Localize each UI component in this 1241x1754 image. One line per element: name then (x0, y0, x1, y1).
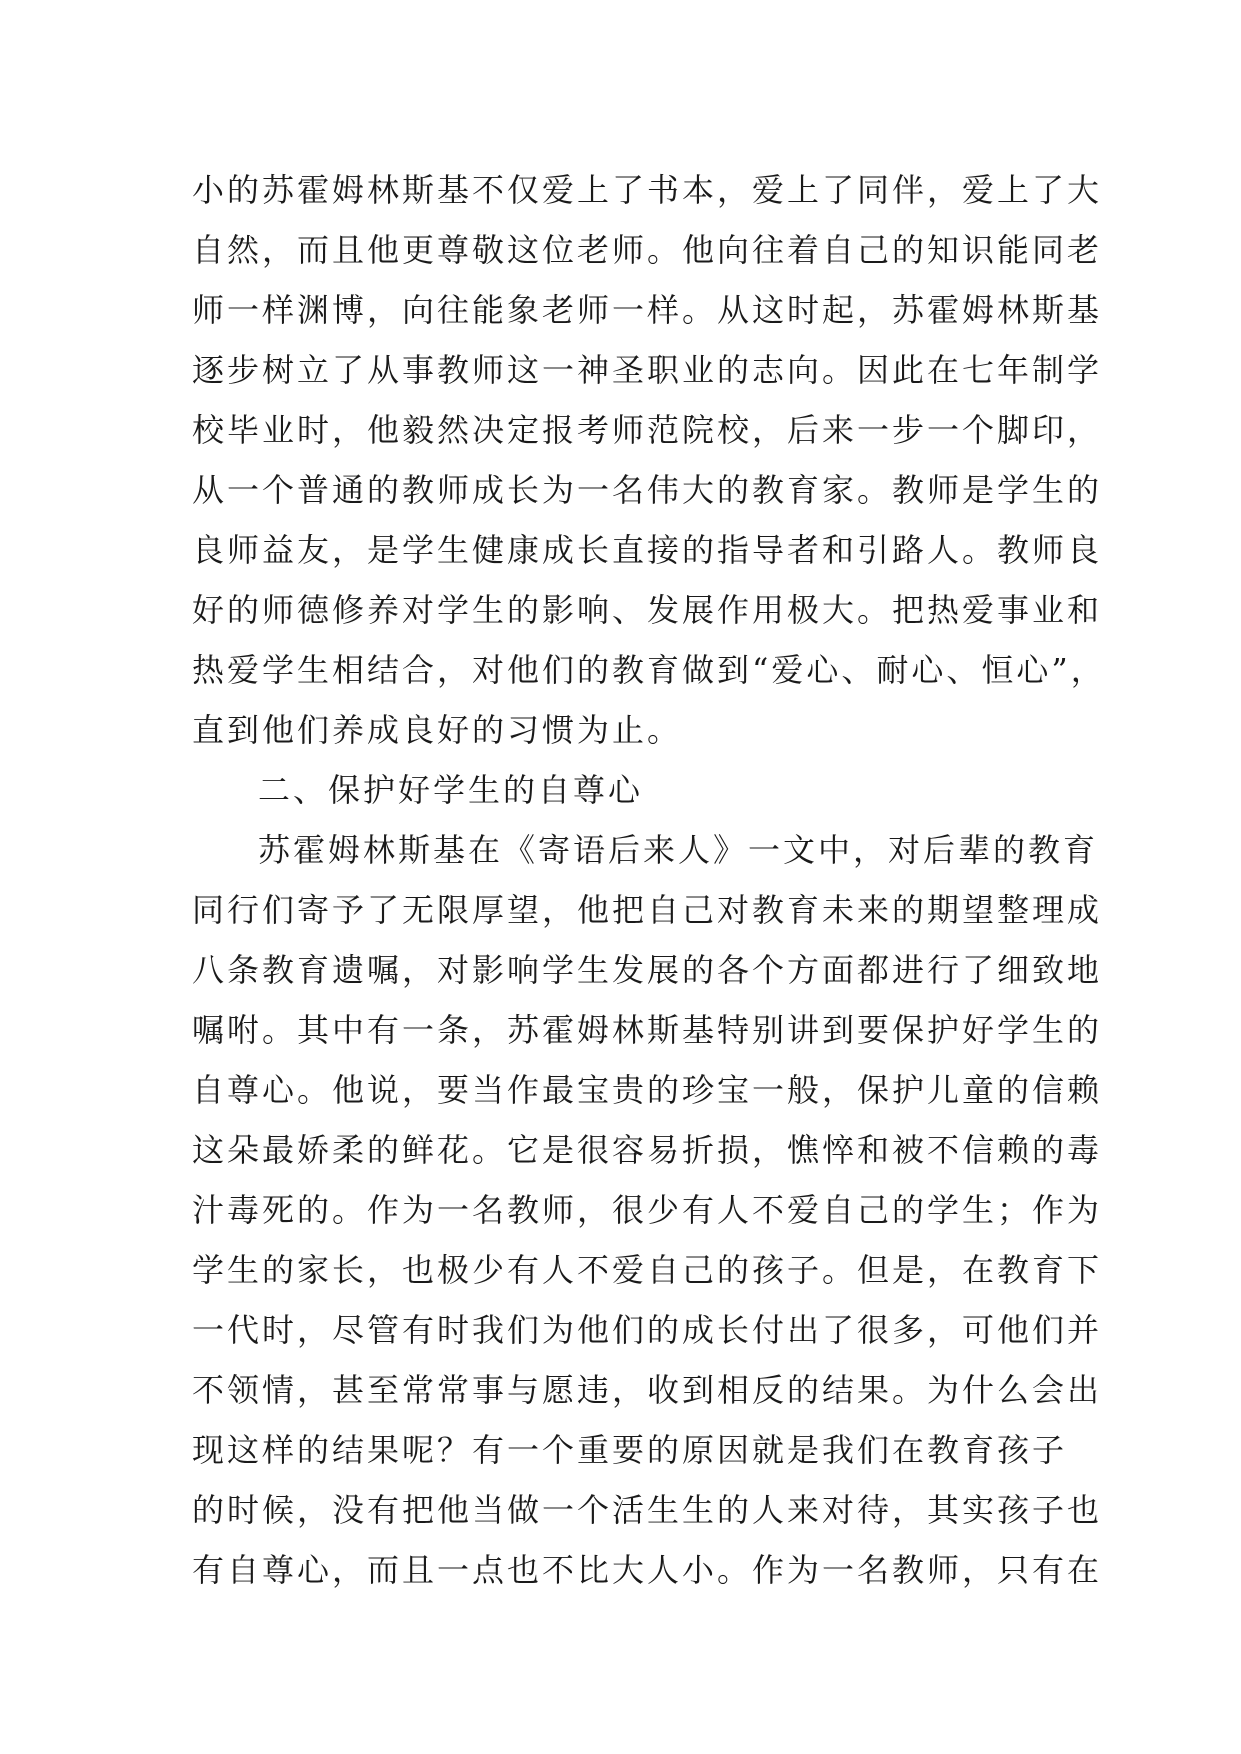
text-line: 自尊心。他说，要当作最宝贵的珍宝一般，保护儿童的信赖 (192, 1071, 1103, 1109)
text-line: 现这样的结果呢？有一个重要的原因就是我们在教育孩子 (192, 1431, 1068, 1469)
text-line: 好的师德修养对学生的影响、发展作用极大。把热爱事业和 (192, 591, 1103, 629)
body-text (192, 160, 1106, 1600)
text-line: 不领情，甚至常常事与愿违，收到相反的结果。为什么会出 (192, 1371, 1103, 1409)
text-line: 八条教育遗嘱，对影响学生发展的各个方面都进行了细致地 (192, 951, 1103, 989)
text-line: 师一样渊博，向往能象老师一样。从这时起，苏霍姆林斯基 (192, 291, 1103, 329)
text-line: 一代时，尽管有时我们为他们的成长付出了很多，可他们并 (192, 1311, 1103, 1349)
text-line: 嘱咐。其中有一条，苏霍姆林斯基特别讲到要保护好学生的 (192, 1011, 1103, 1049)
text-line: 良师益友，是学生健康成长直接的指导者和引路人。教师良 (192, 531, 1103, 569)
text-line: 学生的家长，也极少有人不爱自己的孩子。但是，在教育下 (192, 1251, 1103, 1289)
text-line: 自然，而且他更尊敬这位老师。他向往着自己的知识能同老 (192, 231, 1103, 269)
text-line: 校毕业时，他毅然决定报考师范院校，后来一步一个脚印， (192, 411, 1103, 449)
text-line: 这朵最娇柔的鲜花。它是很容易折损，憔悴和被不信赖的毒 (192, 1131, 1103, 1169)
text-line: 汁毒死的。作为一名教师，很少有人不爱自己的学生；作为 (192, 1191, 1103, 1229)
text-line: 逐步树立了从事教师这一神圣职业的志向。因此在七年制学 (192, 351, 1103, 389)
text-line: 从一个普通的教师成长为一名伟大的教育家。教师是学生的 (192, 471, 1103, 509)
section-heading: 二、保护好学生的自尊心 (258, 771, 644, 809)
text-line: 热爱学生相结合，对他们的教育做到“爱心、耐心、恒心”， (192, 651, 1106, 689)
text-line: 小的苏霍姆林斯基不仅爱上了书本，爱上了同伴，爱上了大 (192, 171, 1103, 209)
text-line: 有自尊心，而且一点也不比大人小。作为一名教师，只有在 (192, 1551, 1103, 1589)
text-line: 同行们寄予了无限厚望，他把自己对教育未来的期望整理成 (192, 891, 1103, 929)
text-line: 的时候，没有把他当做一个活生生的人来对待，其实孩子也 (192, 1491, 1103, 1529)
text-line: 直到他们养成良好的习惯为止。 (192, 711, 683, 749)
paragraph-first-line: 苏霍姆林斯基在《寄语后来人》一文中，对后辈的教育 (258, 831, 1099, 869)
